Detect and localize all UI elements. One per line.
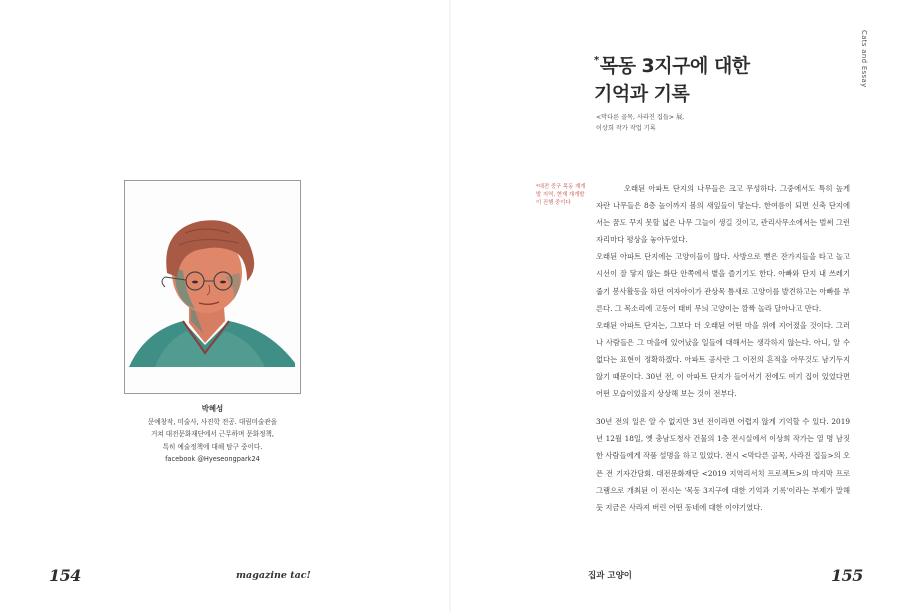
article-title — [594, 47, 750, 108]
author-bio-line: 거쳐 대전문화재단에서 근무하며 문화정책, — [150, 430, 275, 439]
title-footnote-mark: * — [594, 55, 599, 66]
author-bio-line: 문예창작, 미술사, 사진학 전공. 대림미술관을 — [147, 417, 278, 426]
author-bio — [110, 403, 315, 466]
portrait-illustration — [124, 180, 301, 394]
section-tag: Cats and Essay — [860, 30, 868, 88]
page-gutter — [449, 0, 451, 612]
article-subtitle — [596, 112, 684, 134]
title-line-1: 목동 3지구에 대한 — [599, 55, 750, 77]
author-name: 박혜성 — [201, 404, 224, 413]
magazine-name: magazine tac! — [236, 570, 311, 581]
author-bio-line: 특히 예술정책에 대해 탐구 중이다. — [162, 442, 263, 451]
body-paragraph: 오래된 아파트 단지는, 그보다 더 오래된 어떤 마을 위에 지어졌을 것이다. 그러나 사람들은 그 마을에 있어났을 일들에 대해서는 생각하지 않는다. 아니, 알 수 없다는 표현이 정확하겠다. 아파트 공사란 그 이전의 흔적을 아무것도 남기두지 않기 때문이다. 30년 전, 이 아파트 단지가 들어서기 전에도 여기 집이 있었다면 어떤 모습이었을지 상상해 보는 것이 전부다. — [596, 320, 850, 399]
page-number-right: 155 — [831, 566, 863, 585]
page-number-left: 154 — [49, 566, 81, 585]
subtitle-line-2: 이상희 작가 작업 기록 — [596, 125, 656, 132]
body-paragraph: 오래된 아파트 단지의 나무들은 크고 무성하다. 그중에서도 특히 높게 자란 나무들은 8층 높이까지 봄의 새잎들이 닿는다. 한여름이 되면 신축 단지에서는 꿈도 꾸지 못할 넓은 나무 그늘이 생길 것이고, 관리사무소에서는 벌써 그런 자리마다 평상을 놓아두었다. — [596, 184, 850, 245]
subtitle-line-1: <막다른 골목, 사라진 집들> 展, — [596, 114, 685, 121]
footer-section-name: 집과 고양이 — [588, 571, 633, 581]
footnote-sidenote: *대전 중구 목동 재개발 지역, 현재 재개발이 진행 중이다 — [536, 184, 586, 207]
body-paragraph: 30년 전의 일은 알 수 없지만 3년 전이라면 어렵지 않게 기억할 수 있다. 2019년 12월 18일, 옛 충남도청사 건물의 1층 전시실에서 이상희 작가는 열 명 남짓한 사람들에게 작품 설명을 하고 있었다. 전시 <막다른 골목, 사라진 집들>의 오픈 전 기자간담회. 대전문화재단 <2019 지역리서치 프로젝트>의 마지막 프로그램으로 개최된 이 전시는 '목동 3지구에 대한 기억과 기록'이라는 부제가 말해듯 지금은 사라져 버린 어떤 동네에 대한 이야기였다. — [596, 417, 850, 512]
body-paragraph: 오래된 아파트 단지에는 고양이들이 많다. 사방으로 뻗은 잔가지들을 타고 놀고 시선이 잘 닿지 않는 화단 안쪽에서 볕을 즐기기도 한다. 아빠와 단지 내 쓰레기 줍기 봉사활동을 하던 여자아이가 관상목 틈새로 고양이를 발견하고는 아빠를 부른다. 그 목소리에 고동어 태비 무늬 고양이는 깜짝 놀라 달아나고 만다. — [596, 252, 850, 313]
author-facebook: facebook @Hyeseongpark24 — [165, 455, 260, 464]
article-body — [596, 180, 850, 516]
title-line-2: 기억과 기록 — [594, 83, 690, 105]
